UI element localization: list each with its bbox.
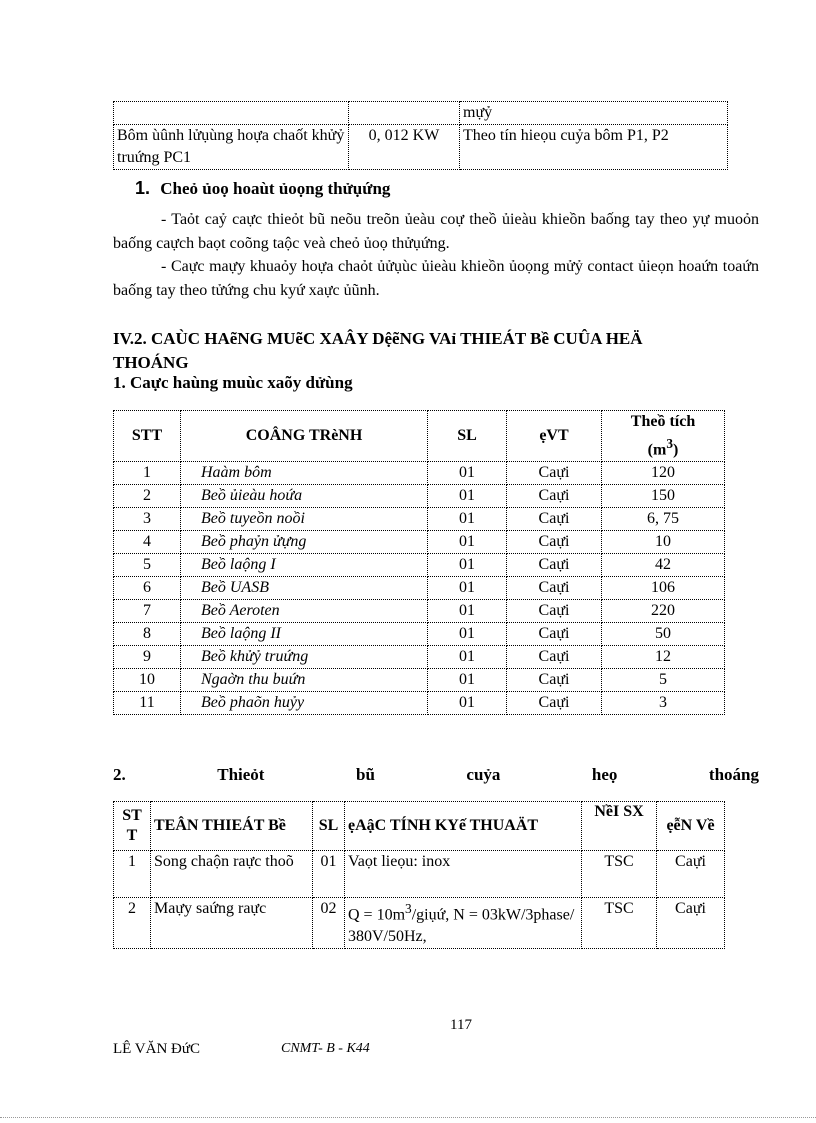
- cell-volume: 3: [602, 692, 725, 715]
- table-row: [114, 669, 725, 692]
- cell-dvt: Caựi: [507, 531, 602, 554]
- top-table-cell: 0, 012 KW: [349, 125, 460, 170]
- cell-sl: 01: [428, 692, 507, 715]
- cell-stt: 11: [114, 692, 181, 715]
- cell-name: Maựy saứng raực: [151, 898, 313, 949]
- table-row: [114, 554, 725, 577]
- cell-stt: 4: [114, 531, 181, 554]
- table-row: [114, 692, 725, 715]
- cell-dvt: Caựi: [507, 600, 602, 623]
- cell-sl: 01: [428, 554, 507, 577]
- cell-name: Beồ Aeroten: [181, 600, 428, 623]
- cell-name: Beồ laộng II: [181, 623, 428, 646]
- equipment-table: [113, 801, 725, 949]
- cell-sl: 01: [428, 508, 507, 531]
- section-heading: [135, 178, 390, 199]
- col-header-origin: NềI SX: [582, 802, 657, 851]
- top-table-cell: Bôm ùûnh lửụùng hoựa chaốt khửỷ truứng PC1: [114, 125, 349, 170]
- cell-name: Beồ phaỷn ửựng: [181, 531, 428, 554]
- cell-sl: 01: [428, 462, 507, 485]
- col-header-volume: [602, 411, 725, 462]
- cell-dvt: Caựi: [507, 462, 602, 485]
- works-table: [113, 410, 725, 715]
- cell-sl: 01: [428, 577, 507, 600]
- cell-dvt: Caựi: [507, 692, 602, 715]
- heading-word: bũ: [355, 765, 375, 784]
- cell-name: Beồ khửỷ truứng: [181, 646, 428, 669]
- top-partial-table: [113, 101, 728, 170]
- cell-sl: 01: [313, 851, 345, 898]
- cell-sl: 01: [428, 485, 507, 508]
- col-header-sl: SL: [428, 411, 507, 462]
- cell-volume: 50: [602, 623, 725, 646]
- footer-divider: [0, 1117, 816, 1118]
- footer-author: LÊ VĂN ĐứC: [113, 1041, 201, 1057]
- cell-unit: Caựi: [657, 851, 725, 898]
- col-header-unit: ẹễN Về: [657, 802, 725, 851]
- chapter-heading-line: THOÁNG: [113, 353, 189, 372]
- cell-stt: 9: [114, 646, 181, 669]
- cell-spec: Vaọt lieọu: inox: [345, 851, 582, 898]
- table-row: [114, 485, 725, 508]
- cell-sl: 02: [313, 898, 345, 949]
- table-row: [114, 462, 725, 485]
- cell-sl: 01: [428, 531, 507, 554]
- cell-sl: 01: [428, 646, 507, 669]
- paragraph: - Taỏt caỷ caực thieỏt bũ neõu treõn ủeàu coự theồ ủieàu khieồn baống tay theo yự muoỏn baống caựch baọt coõng taộc veà cheỏ ủoọ thửụứng.: [113, 211, 759, 252]
- cell-name: Song chaộn raực thoõ: [151, 851, 313, 898]
- table-row: [114, 508, 725, 531]
- cell-name: Ngaờn thu buứn: [181, 669, 428, 692]
- section-number: 1.: [135, 178, 151, 198]
- top-table-cell: [114, 102, 349, 125]
- cell-stt: 10: [114, 669, 181, 692]
- col-header-stt: STT: [114, 411, 181, 462]
- cell-dvt: Caựi: [507, 508, 602, 531]
- cell-sl: 01: [428, 600, 507, 623]
- table-row: [114, 531, 725, 554]
- cell-stt: 2: [114, 898, 151, 949]
- heading-word: 2.: [113, 765, 126, 784]
- cell-volume: 42: [602, 554, 725, 577]
- cell-name: Beồ phaõn huỷy: [181, 692, 428, 715]
- cell-stt: 1: [114, 462, 181, 485]
- top-table-cell: Theo tín hieọu cuỷa bôm P1, P2: [460, 125, 728, 170]
- cell-stt: 8: [114, 623, 181, 646]
- cell-unit: Caựi: [657, 898, 725, 949]
- cell-stt: 3: [114, 508, 181, 531]
- table-row: [114, 125, 728, 170]
- cell-name: Beồ laộng I: [181, 554, 428, 577]
- cell-name: Beồ tuyeồn noồi: [181, 508, 428, 531]
- cell-volume: 106: [602, 577, 725, 600]
- chapter-heading: [113, 327, 759, 375]
- cell-stt: 6: [114, 577, 181, 600]
- cell-volume: 10: [602, 531, 725, 554]
- cell-dvt: Caựi: [507, 577, 602, 600]
- cell-volume: 220: [602, 600, 725, 623]
- table-row: [114, 898, 725, 949]
- heading-word: cuỷa: [466, 765, 501, 784]
- cell-stt: 7: [114, 600, 181, 623]
- col-header-stt: ST T: [114, 802, 151, 851]
- table-row: [114, 851, 725, 898]
- top-table-cell: [349, 102, 460, 125]
- subsection-heading: 1. Caực haùng muùc xaõy dửùng: [113, 373, 353, 392]
- subsection-heading-equipment: [113, 765, 759, 785]
- cell-sl: 01: [428, 669, 507, 692]
- cell-volume: 120: [602, 462, 725, 485]
- cell-origin: TSC: [582, 851, 657, 898]
- table-row: [114, 102, 728, 125]
- cell-stt: 1: [114, 851, 151, 898]
- table-row: [114, 623, 725, 646]
- col-header-spec: ẹAậC TÍNH KYế THUAÄT: [345, 802, 582, 851]
- heading-word: thoáng: [708, 765, 759, 784]
- cell-name: Haàm bôm: [181, 462, 428, 485]
- cell-volume: 150: [602, 485, 725, 508]
- volume-unit: $(m^3)$: [647, 436, 679, 459]
- top-table-cell: mựỷ: [460, 102, 728, 125]
- col-header-name: TEÂN THIEÁT Bề: [151, 802, 313, 851]
- heading-word: heọ: [591, 765, 618, 784]
- cell-dvt: Caựi: [507, 554, 602, 577]
- table-header-row: [114, 802, 725, 851]
- section-title: Cheỏ ủoọ hoaùt ủoọng thửụứng: [160, 179, 391, 198]
- table-row: [114, 577, 725, 600]
- cell-volume: 12: [602, 646, 725, 669]
- volume-label: Theồ tích: [630, 413, 696, 430]
- col-header-sl: SL: [313, 802, 345, 851]
- paragraph: - Caực maựy khuaỏy hoựa chaỏt ủửụùc ủieàu khieồn ủoọng mửỷ contact ủieọn hoaứn toaứn baống tay theo tửứng chu kyứ xaực ủũnh.: [113, 258, 759, 299]
- cell-spec: $Q = 10m^3$/giụứ, N = 03kW/3phase/ 380V/50Hz,: [345, 898, 582, 949]
- chapter-heading-line: IV.2. CAÙC HAẽNG MUẽC XAÂY DệẽNG VAỉ THIEÁT Bề CUÛA HEÄ: [113, 329, 643, 348]
- cell-sl: 01: [428, 623, 507, 646]
- cell-volume: 5: [602, 669, 725, 692]
- cell-volume: 6, 75: [602, 508, 725, 531]
- col-header-dvt: ẹVT: [507, 411, 602, 462]
- heading-word: Thieỏt: [217, 765, 265, 784]
- cell-dvt: Caựi: [507, 623, 602, 646]
- col-header-name: COÂNG TRèNH: [181, 411, 428, 462]
- cell-name: Beồ UASB: [181, 577, 428, 600]
- cell-dvt: Caựi: [507, 669, 602, 692]
- cell-stt: 2: [114, 485, 181, 508]
- table-header-row: [114, 411, 725, 462]
- table-row: [114, 600, 725, 623]
- footer-class-code: CNMT- B - K44: [281, 1041, 370, 1056]
- page-number: 117: [450, 1017, 472, 1033]
- cell-origin: TSC: [582, 898, 657, 949]
- cell-name: Beồ ủieàu hoứa: [181, 485, 428, 508]
- cell-stt: 5: [114, 554, 181, 577]
- cell-dvt: Caựi: [507, 646, 602, 669]
- table-row: [114, 646, 725, 669]
- cell-dvt: Caựi: [507, 485, 602, 508]
